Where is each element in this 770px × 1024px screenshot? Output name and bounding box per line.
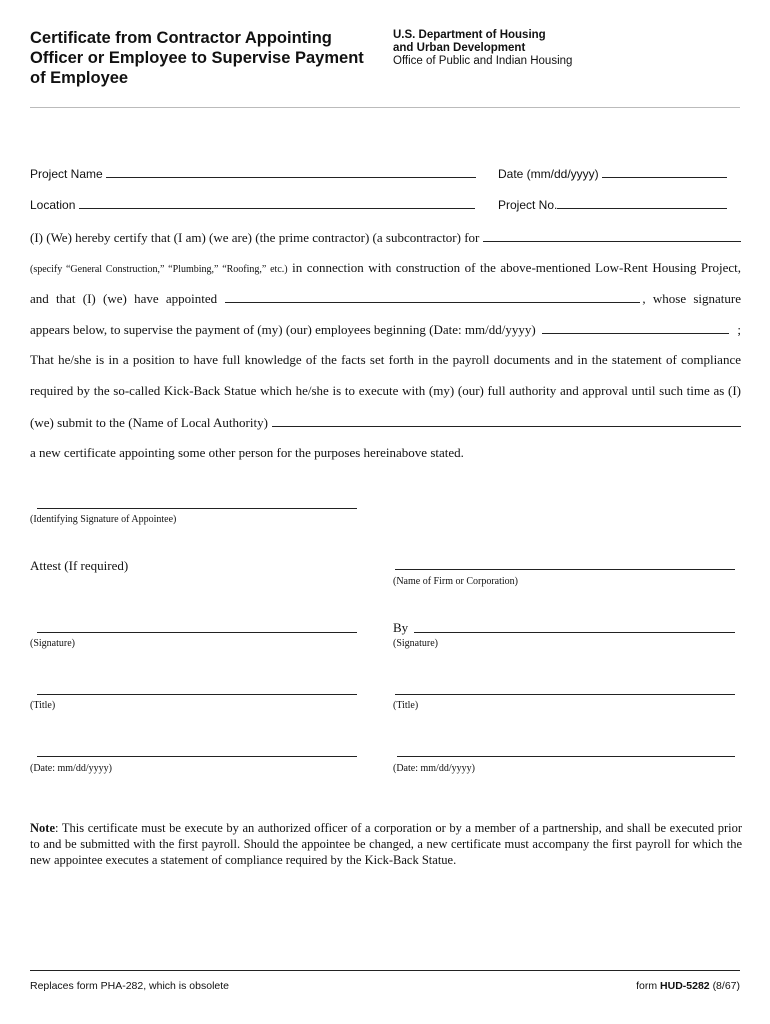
project-no-row <box>498 196 727 212</box>
note-label: Note <box>30 821 55 835</box>
appears-text: appears below, to supervise the payment of (my) (our) employees beginning (Date: mm/dd/yyyy) <box>30 322 536 337</box>
project-name-row <box>30 165 476 181</box>
header-divider <box>30 107 740 108</box>
firm-title-field[interactable] <box>395 694 735 695</box>
firm-date-field[interactable] <box>397 756 735 757</box>
footer-divider <box>30 970 740 971</box>
authority-line <box>30 414 741 431</box>
appears-line <box>30 321 741 338</box>
connection-text: in connection with construction of the above-mentioned Low-Rent Housing Project, <box>292 260 742 275</box>
agency-line-1: U.S. Department of Housing <box>393 29 546 41</box>
specify-line <box>30 260 741 276</box>
date-field[interactable] <box>602 165 727 178</box>
beginning-date-field[interactable] <box>542 321 730 334</box>
project-no-label: Project No. <box>498 198 558 212</box>
by-signature-field[interactable] <box>414 632 735 633</box>
appointee-caption: (Identifying Signature of Appointee) <box>30 514 177 525</box>
specify-text: (specify “General Construction,” “Plumbing,” “Roofing,” etc.) <box>30 264 288 275</box>
position-line: That he/she is in a position to have full knowledge of the facts set forth in the payroll documents and in the statement of compliance <box>30 352 741 367</box>
attest-label: Attest (If required) <box>30 558 129 573</box>
agency-block <box>393 29 572 68</box>
page-title: Certificate from Contractor Appointing Officer or Employee to Supervise Payment of Employee <box>30 29 364 87</box>
appointee-signature-field[interactable] <box>37 508 357 509</box>
date-label: Date (mm/dd/yyyy) <box>498 167 599 181</box>
attest-signature-field[interactable] <box>37 632 357 633</box>
appointee-name-field[interactable] <box>225 290 640 303</box>
attest-signature-caption: (Signature) <box>30 638 75 649</box>
footer-form-id <box>636 980 740 992</box>
local-authority-field[interactable] <box>272 414 741 427</box>
firm-caption: (Name of Firm or Corporation) <box>393 576 518 587</box>
certify-line <box>30 229 741 246</box>
by-label: By <box>393 620 409 635</box>
form-date: (8/67) <box>712 980 740 992</box>
date-row <box>498 165 727 181</box>
location-label: Location <box>30 198 76 212</box>
location-field[interactable] <box>79 196 475 209</box>
attest-title-field[interactable] <box>37 694 357 695</box>
attest-title-caption: (Title) <box>30 700 56 711</box>
firm-title-caption: (Title) <box>393 700 419 711</box>
project-name-field[interactable] <box>106 165 476 178</box>
appointed-text: and that (I) (we) have appointed <box>30 291 218 306</box>
contractor-type-field[interactable] <box>483 229 741 242</box>
semicolon-text: ; <box>737 322 741 337</box>
project-name-label: Project Name <box>30 167 103 181</box>
form-number: HUD-5282 <box>660 980 710 992</box>
authority-text: (we) submit to the (Name of Local Authority) <box>30 415 268 430</box>
agency-line-3: Office of Public and Indian Housing <box>393 55 573 67</box>
project-no-field[interactable] <box>557 196 727 209</box>
attest-date-caption: (Date: mm/dd/yyyy) <box>30 763 112 774</box>
certify-text: (I) (We) hereby certify that (I am) (we are) (the prime contractor) (a subcontractor) for <box>30 230 480 245</box>
kickback-line: required by the so-called Kick-Back Statue which he/she is to execute with (my) (our) full authority and approval until such time as (I) <box>30 383 741 398</box>
new-certificate-line: a new certificate appointing some other person for the purposes hereinabove stated. <box>30 445 464 460</box>
attest-date-field[interactable] <box>37 756 357 757</box>
agency-line-2: and Urban Development <box>393 42 526 54</box>
form-prefix: form <box>636 980 658 992</box>
by-signature-caption: (Signature) <box>393 638 438 649</box>
footer-replaces: Replaces form PHA-282, which is obsolete <box>30 980 230 992</box>
location-row <box>30 196 475 212</box>
firm-name-field[interactable] <box>395 569 735 570</box>
note-text: : This certificate must be execute by an authorized officer of a corporation or by a member of a partnership, and shall be executed prior to and be submitted with the first payroll. Should the appointee be changed, a new certificate must accompany the first payroll for which the new appointee executes a statement of compliance required by the Kick-Back Statue. <box>30 821 742 867</box>
whose-signature-text: , whose signature <box>642 291 741 306</box>
appointed-line <box>30 290 741 307</box>
note-block <box>30 820 742 868</box>
firm-date-caption: (Date: mm/dd/yyyy) <box>393 763 475 774</box>
